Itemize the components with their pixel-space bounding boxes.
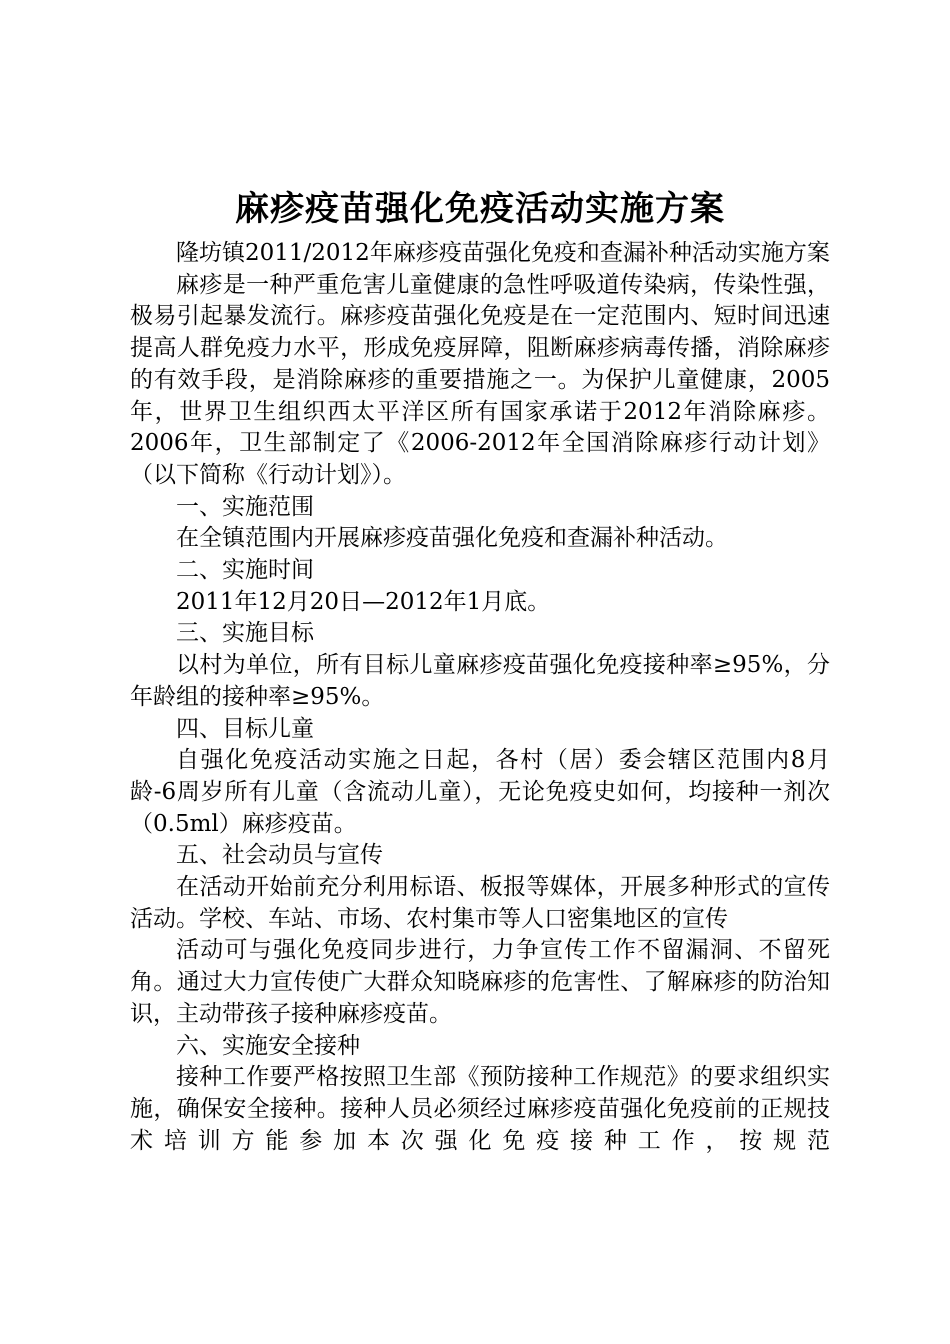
body-paragraph: 2011年12月20日—2012年1月底。 bbox=[176, 588, 551, 615]
document-page bbox=[130, 184, 830, 1157]
body-paragraph: 自强化免疫活动实施之日起，各村（居）委会辖区范围内8月龄-6周岁所有儿童（含流动儿童），无论免疫史如何，均接种一剂次（0.5ml）麻疹疫苗。 bbox=[130, 747, 830, 837]
section-heading: 一、实施范围 bbox=[176, 493, 314, 520]
intro-paragraph: 隆坊镇2011/2012年麻疹疫苗强化免疫和查漏补种活动实施方案 bbox=[176, 240, 830, 266]
body-paragraph: 在全镇范围内开展麻疹疫苗强化免疫和查漏补种活动。 bbox=[176, 525, 728, 552]
body-paragraph: 活动可与强化免疫同步进行，力争宣传工作不留漏洞、不留死角。通过大力宣传使广大群众知晓麻疹的危害性、了解麻疹的防治知识，主动带孩子接种麻疹疫苗。 bbox=[130, 937, 830, 1027]
body-paragraph: 接种工作要严格按照卫生部《预防接种工作规范》的要求组织实施，确保安全接种。接种人员必须经过麻疹疫苗强化免疫前的正规技术培训方能参加本次强化免疫接种工作，按规范 bbox=[130, 1064, 830, 1154]
document-title: 麻疹疫苗强化免疫活动实施方案 bbox=[235, 189, 725, 229]
section-heading: 三、实施目标 bbox=[176, 620, 314, 647]
section-heading: 五、社会动员与宣传 bbox=[176, 842, 383, 869]
document-body bbox=[130, 238, 830, 1157]
body-paragraph: 在活动开始前充分利用标语、板报等媒体，开展多种形式的宣传活动。学校、车站、市场、农村集市等人口密集地区的宣传 bbox=[130, 874, 830, 932]
section-heading: 六、实施安全接种 bbox=[176, 1032, 360, 1059]
section-heading: 二、实施时间 bbox=[176, 557, 314, 584]
section-heading: 四、目标儿童 bbox=[176, 715, 314, 742]
body-paragraph: 麻疹是一种严重危害儿童健康的急性呼吸道传染病，传染性强，极易引起暴发流行。麻疹疫苗强化免疫是在一定范围内、短时间迅速提高人群免疫力水平，形成免疫屏障，阻断麻疹病毒传播，消除麻疹的有效手段，是消除麻疹的重要措施之一。为保护儿童健康，2005年，世界卫生组织西太平洋区所有国家承诺于2012年消除麻疹。2006年，卫生部制定了《2006-2012年全国消除麻疹行动计划》（以下简称《行动计划》）。 bbox=[130, 271, 830, 488]
body-paragraph: 以村为单位，所有目标儿童麻疹疫苗强化免疫接种率≥95%，分年龄组的接种率≥95%。 bbox=[130, 652, 830, 710]
